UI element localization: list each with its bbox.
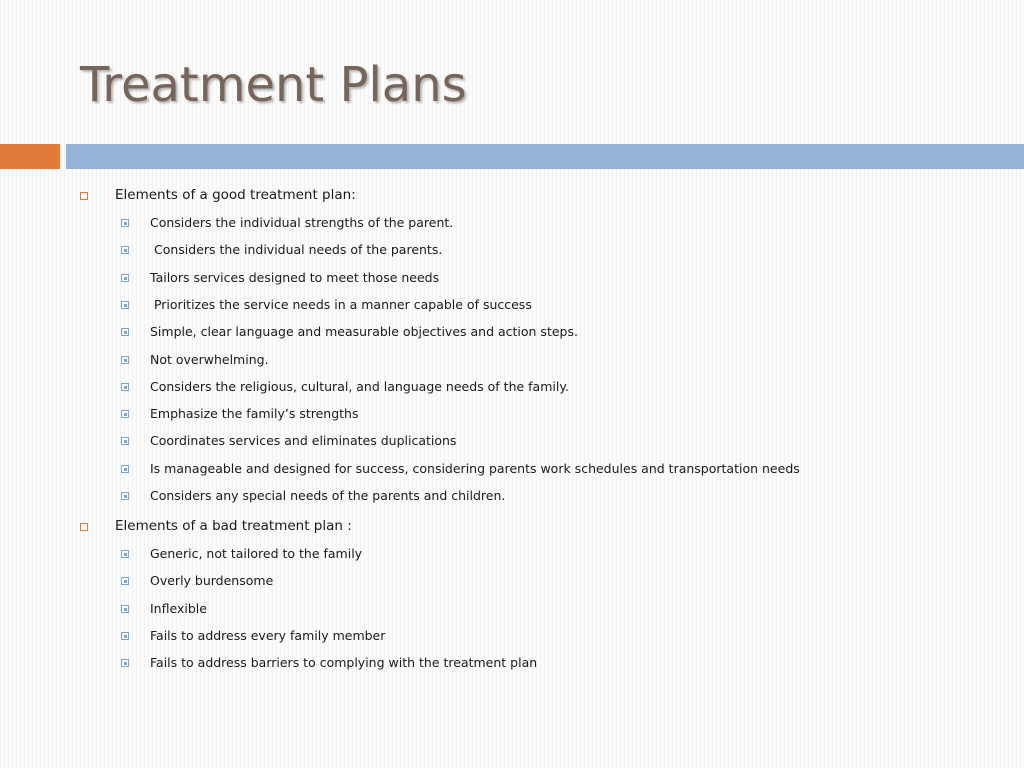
square-bullet-icon	[80, 192, 88, 200]
square-bullet-icon	[121, 632, 129, 640]
list-item: Tailors services designed to meet those needs	[150, 270, 440, 285]
square-bullet-icon	[121, 550, 129, 558]
list-item: Emphasize the family’s strengths	[150, 406, 359, 421]
square-bullet-icon	[80, 523, 88, 531]
list-item: Considers the individual needs of the parents.	[150, 242, 443, 257]
list-item: Is manageable and designed for success, considering parents work schedules and transportation needs	[150, 461, 800, 476]
square-bullet-icon	[121, 246, 129, 254]
square-bullet-icon	[121, 492, 129, 500]
square-bullet-icon	[121, 328, 129, 336]
square-bullet-icon	[121, 301, 129, 309]
square-bullet-icon	[121, 274, 129, 282]
square-bullet-icon	[121, 577, 129, 585]
list-item: Fails to address every family member	[150, 628, 386, 643]
section-heading: Elements of a good treatment plan:	[115, 187, 356, 203]
list-item: Overly burdensome	[150, 573, 274, 588]
list-item: Prioritizes the service needs in a manner capable of success	[150, 297, 532, 312]
list-item: Considers the individual strengths of the parent.	[150, 215, 454, 230]
list-item: Not overwhelming.	[150, 352, 269, 367]
square-bullet-icon	[121, 465, 129, 473]
list-item: Inflexible	[150, 601, 207, 616]
square-bullet-icon	[121, 219, 129, 227]
list-item: Fails to address barriers to complying with the treatment plan	[150, 655, 538, 670]
square-bullet-icon	[121, 356, 129, 364]
square-bullet-icon	[121, 605, 129, 613]
list-item: Generic, not tailored to the family	[150, 546, 363, 561]
list-item: Considers the religious, cultural, and language needs of the family.	[150, 379, 569, 394]
list-item: Coordinates services and eliminates duplications	[150, 433, 457, 448]
square-bullet-icon	[121, 659, 129, 667]
list-item: Considers any special needs of the parents and children.	[150, 488, 506, 503]
section-heading: Elements of a bad treatment plan :	[115, 518, 352, 534]
square-bullet-icon	[121, 437, 129, 445]
square-bullet-icon	[121, 410, 129, 418]
square-bullet-icon	[121, 383, 129, 391]
list-item: Simple, clear language and measurable objectives and action steps.	[150, 324, 578, 339]
slide-title: Treatment Plans	[80, 57, 467, 113]
